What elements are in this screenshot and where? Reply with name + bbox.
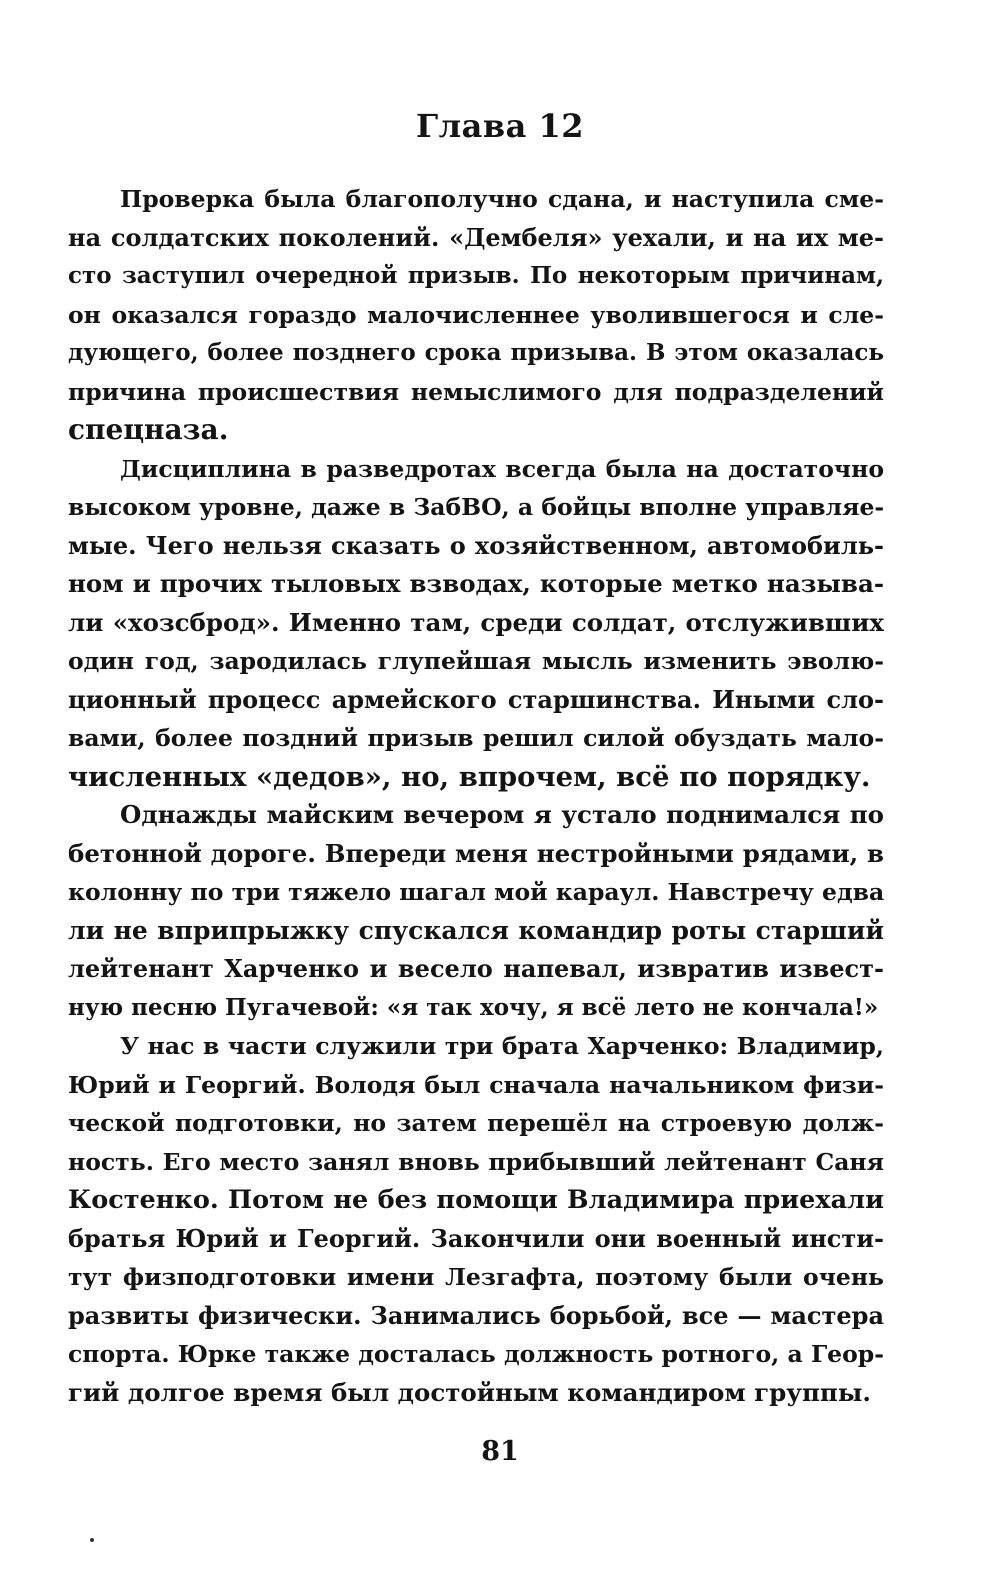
text-line: на солдатских поколений. «Дембеля» уехали, и на их ме- bbox=[68, 222, 884, 252]
text-line: братья Юрий и Георгий. Закончили они военный инсти- bbox=[68, 1223, 884, 1253]
text-line: Дисциплина в разведротах всегда была на достаточно bbox=[120, 454, 884, 483]
text-line: причина происшествия немыслимого для подразделений bbox=[68, 377, 884, 406]
text-line: ную песню Пугачевой: «я так хочу, я всё лето не кончала!» bbox=[68, 993, 879, 1021]
text-line: Костенко. Потом не без помощи Владимира приехали bbox=[68, 1185, 884, 1215]
text-line: развиты физически. Занимались борьбой, все — мастера bbox=[68, 1300, 884, 1330]
text-line: гий долгое время был достойным командиром группы. bbox=[68, 1377, 871, 1407]
paragraph-3 bbox=[68, 796, 884, 1027]
text-line: лейтенант Харченко и весело напевал, извратив извест- bbox=[68, 954, 884, 983]
text-line: ли не вприпрыжку спускался командир роты старший bbox=[68, 915, 884, 945]
text-line: колонну по три тяжело шагал мой караул. Навстречу едва bbox=[68, 878, 885, 906]
text-line: ционный процесс армейского старшинства. Иными сло- bbox=[68, 684, 884, 714]
text-line: спорта. Юрке также досталась должность ротного, а Геор- bbox=[68, 1340, 884, 1368]
text-line: ческой подготовки, но затем перешёл на строевую долж- bbox=[68, 1109, 884, 1137]
text-line: высоком уровне, даже в ЗабВО, а бойцы вполне управляе- bbox=[68, 493, 885, 521]
print-speck bbox=[90, 1538, 94, 1542]
text-line: мые. Чего нельзя сказать о хозяйственном, автомобиль- bbox=[68, 530, 884, 560]
text-line: численных «дедов», но, впрочем, всё по порядку. bbox=[68, 760, 871, 793]
text-line: Проверка была благополучно сдана, и наступила сме- bbox=[120, 185, 884, 213]
text-line: Однажды майским вечером я устало поднимался по bbox=[120, 800, 884, 829]
page-number: 81 bbox=[481, 1436, 519, 1467]
text-line: дующего, более позднего срока призыва. В этом оказалась bbox=[68, 339, 884, 366]
paragraph-4 bbox=[68, 1027, 884, 1412]
text-line: У нас в части служили три брата Харченко: Владимир, bbox=[120, 1032, 884, 1060]
text-line: тут физподготовки имени Лезгафта, поэтому были очень bbox=[68, 1263, 884, 1291]
text-line: один год, зародилась глупейшая мысль изменить эволю- bbox=[68, 647, 884, 675]
paragraph-1 bbox=[68, 180, 884, 450]
text-line: он оказался гораздо малочисленнее уволившегося и сле- bbox=[68, 300, 884, 329]
text-line: бетонной дороге. Впереди меня нестройными рядами, в bbox=[68, 838, 884, 868]
text-line: ность. Его место занял вновь прибывший лейтенант Саня bbox=[68, 1147, 884, 1176]
text-line: сто заступил очередной призыв. По некоторым причинам, bbox=[68, 262, 884, 289]
text-line: вами, более поздний призыв решил силой обуздать мало- bbox=[68, 724, 884, 752]
paragraph-2 bbox=[68, 450, 884, 797]
chapter-body bbox=[68, 180, 884, 1412]
text-line: ли «хозсброд». Именно там, среди солдат, отслуживших bbox=[68, 607, 884, 637]
text-line: Юрий и Георгий. Володя был сначала начальником физи- bbox=[68, 1070, 884, 1099]
chapter-title: Глава 12 bbox=[415, 107, 585, 145]
text-line: спецназа. bbox=[68, 413, 229, 446]
text-line: ном и прочих тыловых взводах, которые метко называ- bbox=[68, 569, 884, 598]
